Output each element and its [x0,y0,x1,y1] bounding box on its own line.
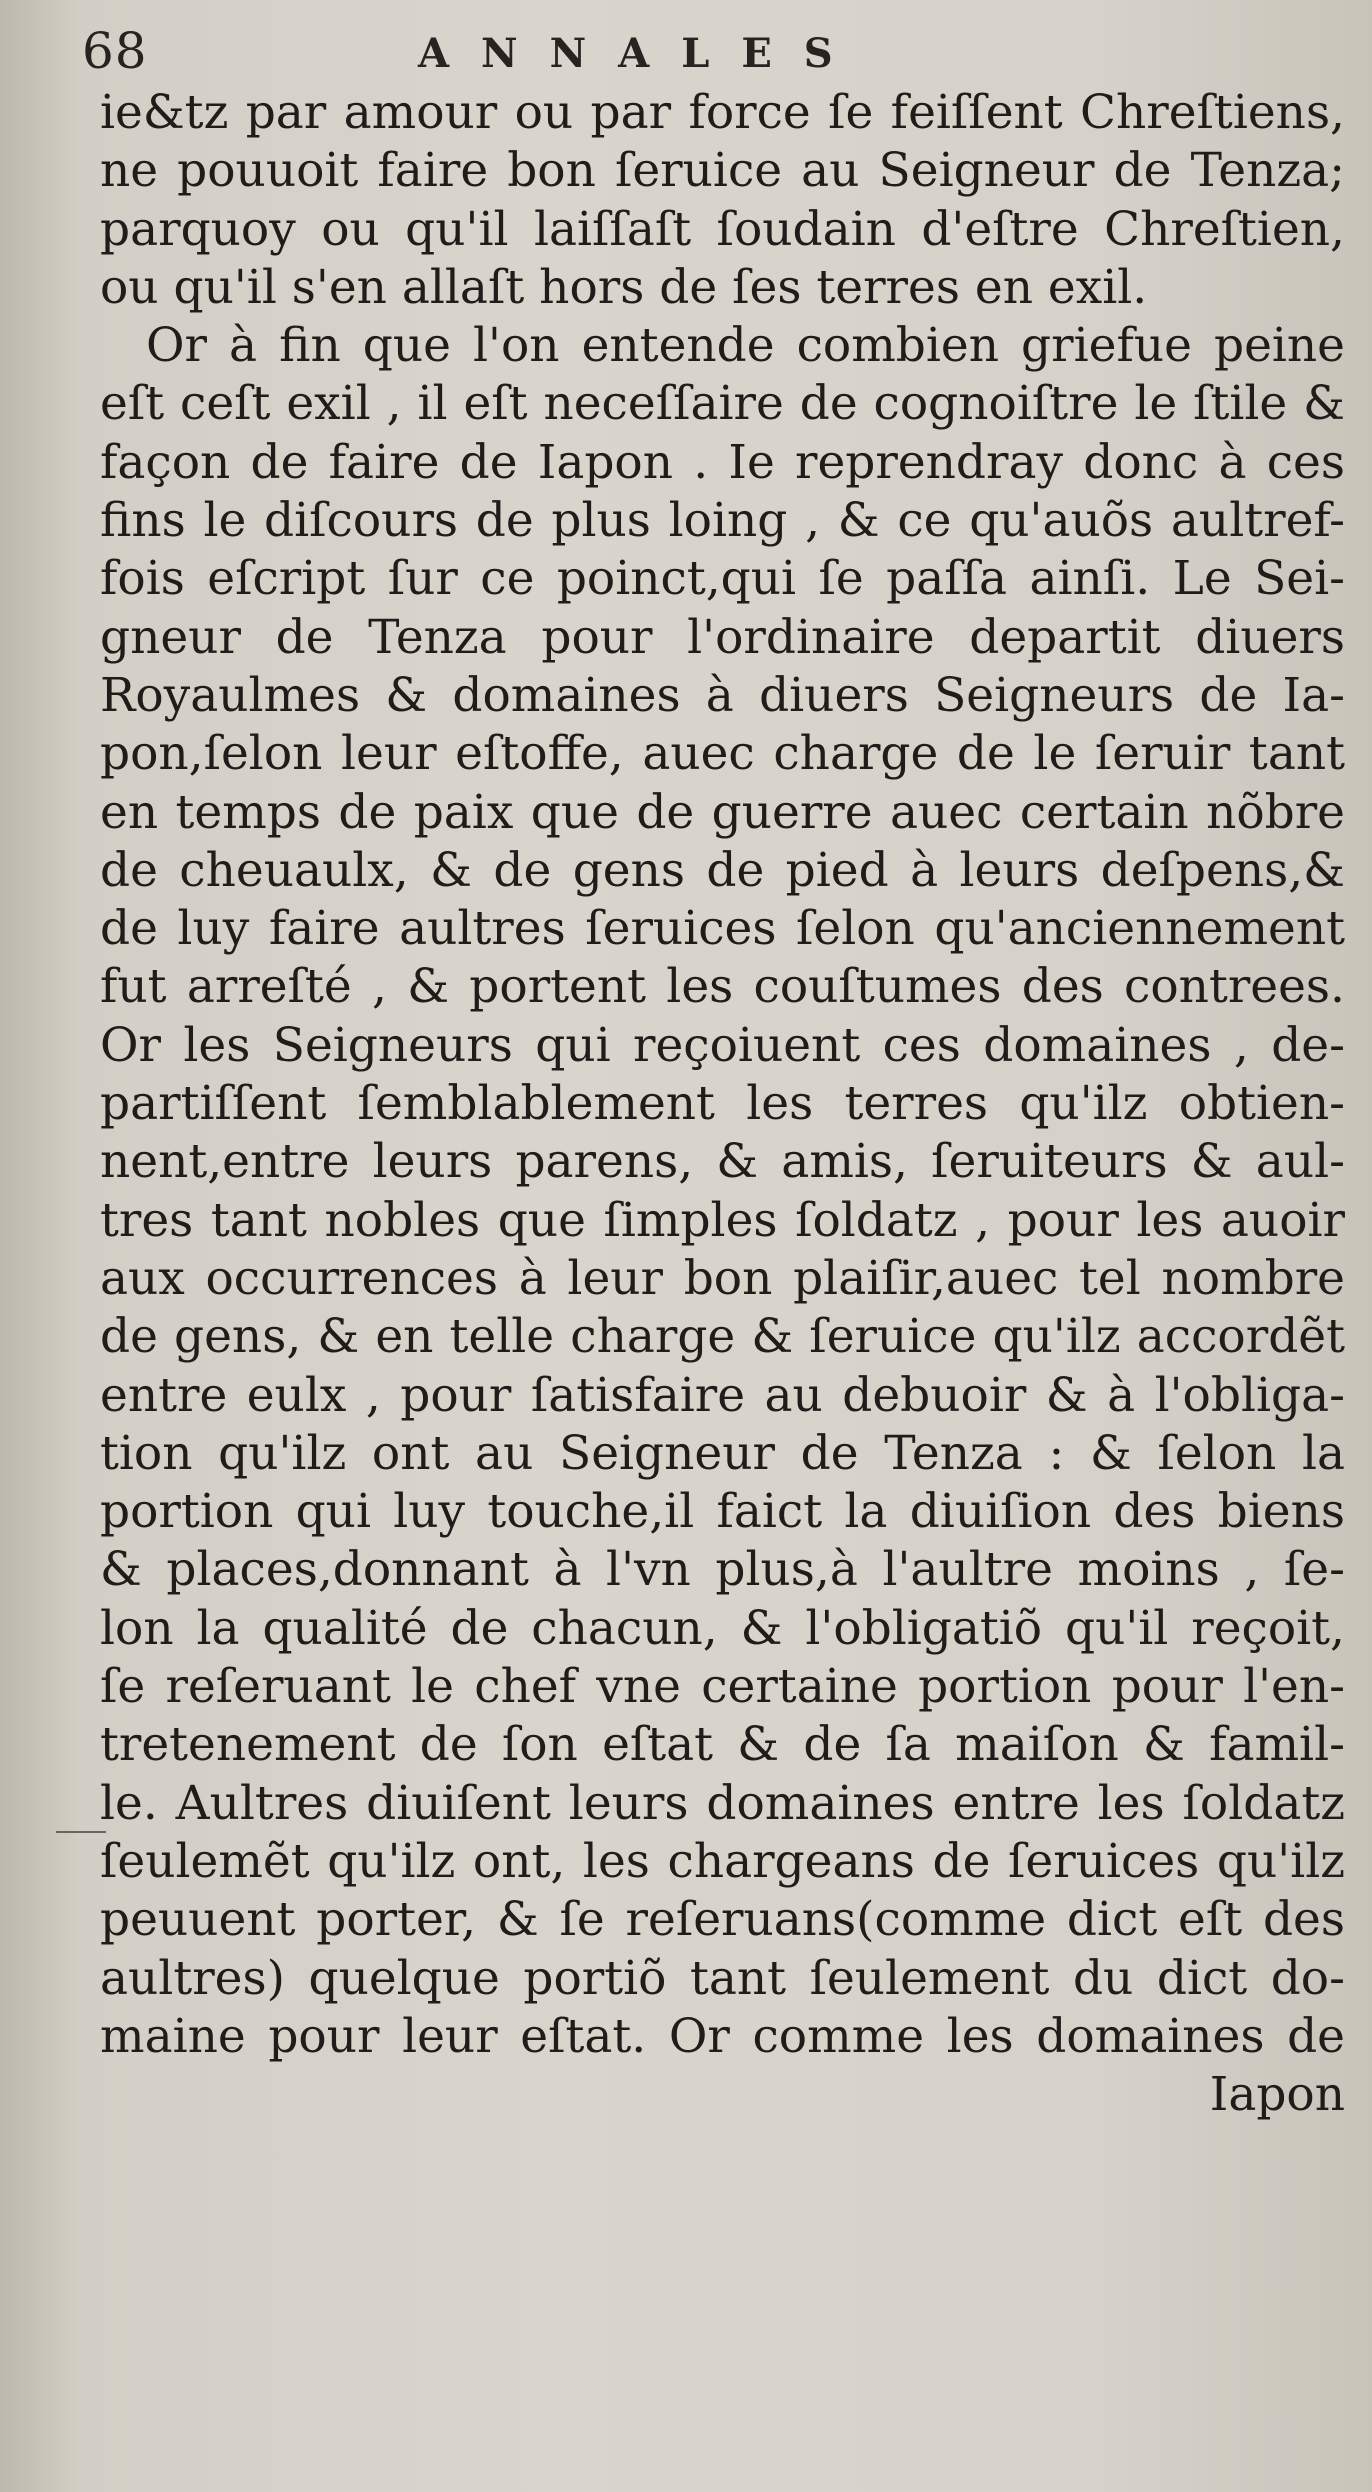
text-line: ie&tz par amour ou par force ſe feiſſent Chreſtiens, [100,85,1345,140]
text-line: pon,ſelon leur eſtoffe, auec charge de le ſeruir tant [100,726,1345,782]
text-line: parquoy ou qu'il laiſſaſt ſoudain d'eſtre Chreſtien, [100,201,1345,257]
text-line: ne pouuoit faire bon ſeruice au Seigneur de Tenza; [100,143,1345,199]
text-line: de gens, & en telle charge & ſeruice qu'ilz accordẽt [100,1309,1345,1365]
text-line: maine pour leur eſtat. Or comme les domaines de [100,2008,1345,2064]
text-line: en temps de paix que de guerre auec certain nõbre [100,784,1345,840]
text-line: entre eulx , pour ſatisfaire au debuoir & à l'obliga- [100,1367,1345,1423]
margin-pen-mark [56,1831,106,1833]
body-text [100,84,1345,2124]
page-number: 68 [82,22,148,80]
text-line: & places,donnant à l'vn plus,à l'aultre moins , ſe- [100,1542,1345,1598]
text-line: fins le diſcours de plus loing , & ce qu'auõs aultref- [100,493,1345,549]
text-line: Royaulmes & domaines à diuers Seigneurs de Ia- [100,667,1345,723]
text-line: ſe reſeruant le chef vne certaine portion pour l'en- [100,1659,1345,1715]
text-line: tretenement de ſon eſtat & de ſa maiſon & famil- [100,1717,1345,1773]
text-line: eſt ceſt exil , il eſt neceſſaire de cognoiſtre le ſtile & [100,376,1345,432]
running-head-title: ANNALES [418,30,865,77]
text-line: fut arreſté , & portent les couſtumes des contrees. [100,959,1345,1015]
text-line: gneur de Tenza pour l'ordinaire departit diuers [100,609,1345,665]
text-line: ſeulemẽt qu'ilz ont, les chargeans de ſeruices qu'ilz [100,1833,1345,1889]
text-line: tion qu'ilz ont au Seigneur de Tenza : & ſelon la [100,1425,1345,1481]
text-line: Or à fin que l'on entende combien griefue peine [146,318,1345,374]
text-line: Or les Seigneurs qui reçoiuent ces domaines , de- [100,1017,1345,1073]
text-line: fois eſcript ſur ce poinct,qui ſe paſſa ainſi. Le Sei- [100,551,1345,607]
text-line: nent,entre leurs parens, & amis, ſeruiteurs & aul- [100,1134,1345,1190]
text-line: ou qu'il s'en allaſt hors de ſes terres en exil. [100,259,1148,315]
text-line: partiſſent ſemblablement les terres qu'ilz obtien- [100,1076,1345,1132]
text-line: façon de faire de Iapon . Ie reprendray donc à ces [100,434,1345,490]
text-line: aux occurrences à leur bon plaiſir,auec tel nombre [100,1250,1345,1306]
text-line: portion qui luy touche,il faict la diuiſion des biens [100,1484,1345,1540]
text-line: tres tant nobles que ſimples ſoldatz , pour les auoir [100,1192,1345,1248]
catchword: Iapon [1209,2067,1345,2123]
text-line: peuuent porter, & ſe reſeruans(comme dict eſt des [100,1892,1345,1948]
text-line: de cheuaulx, & de gens de pied à leurs deſpens,& [100,842,1345,898]
text-line: de luy faire aultres ſeruices ſelon qu'anciennement [100,901,1345,957]
text-line: lon la qualité de chacun, & l'obligatiõ qu'il reçoit, [100,1600,1345,1656]
text-line: aultres) quelque portiõ tant ſeulement du dict do- [100,1950,1345,2006]
running-head [0,22,1372,82]
text-line: le. Aultres diuiſent leurs domaines entre les ſoldatz [100,1775,1345,1831]
